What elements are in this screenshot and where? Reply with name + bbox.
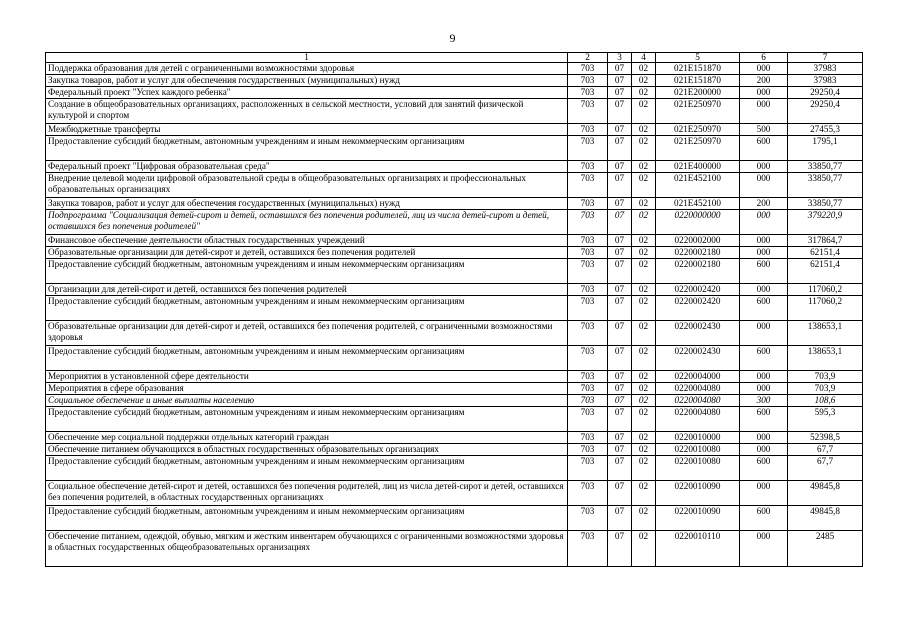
subsection-code-cell: 07 — [608, 383, 632, 395]
expense-type-cell: 000 — [740, 321, 788, 346]
row-name-cell: Предоставление субсидий бюджетным, автономным учреждениям и иным некоммерческим организациям — [46, 456, 568, 481]
row-name-cell: Социальное обеспечение детей-сирот и детей, оставшихся без попечения родителей, лиц из числа детей-сирот и детей, оставшихся без попечения родителей, в областных государственных организациях — [46, 481, 568, 506]
table-row — [46, 161, 863, 173]
page-number: 9 — [449, 31, 456, 45]
row-name-cell: Закупка товаров, работ и услуг для обеспечения государственных (муниципальных) нужд — [46, 198, 568, 210]
target-article-cell: 021E250970 — [656, 124, 740, 136]
table-row — [46, 259, 863, 284]
subsection-code-cell: 07 — [608, 506, 632, 531]
subsection-code-cell: 07 — [608, 321, 632, 346]
amount-cell: 33850,77 — [788, 161, 863, 173]
amount-cell: 52398,5 — [788, 432, 863, 444]
row-name-cell: Обеспечение питанием, одеждой, обувью, мягким и жестким инвентарем обучающихся с ограниченными возможностями здоровья в областных государственных общеобразовательных организациях — [46, 531, 568, 567]
amount-cell: 49845,8 — [788, 481, 863, 506]
subsection-code-cell: 02 — [632, 198, 656, 210]
subsection-code-cell: 07 — [608, 371, 632, 383]
table-row — [46, 63, 863, 75]
amount-cell: 317864,7 — [788, 235, 863, 247]
target-article-cell: 021E151870 — [656, 63, 740, 75]
expense-type-cell: 000 — [740, 210, 788, 235]
expense-type-cell: 600 — [740, 506, 788, 531]
section-code-cell: 703 — [568, 531, 608, 567]
amount-cell: 2485 — [788, 531, 863, 567]
subsection-code-cell: 02 — [632, 456, 656, 481]
subsection-code-cell: 07 — [608, 444, 632, 456]
subsection-code-cell: 02 — [632, 235, 656, 247]
amount-cell: 29250,4 — [788, 87, 863, 99]
amount-cell: 138653,1 — [788, 321, 863, 346]
subsection-code-cell: 02 — [632, 383, 656, 395]
table-row — [46, 395, 863, 407]
table-row — [46, 136, 863, 161]
subsection-code-cell: 02 — [632, 63, 656, 75]
section-code-cell: 703 — [568, 481, 608, 506]
amount-cell: 595,3 — [788, 407, 863, 432]
expense-type-cell: 600 — [740, 259, 788, 284]
subsection-code-cell: 07 — [608, 198, 632, 210]
section-code-cell: 703 — [568, 259, 608, 284]
subsection-code-cell: 02 — [632, 210, 656, 235]
row-name-cell: Подпрограмма "Социализация детей-сирот и детей, оставшихся без попечения родителей, лиц из числа детей-сирот и детей, оставшихся без попечения родителей" — [46, 210, 568, 235]
subsection-code-cell: 02 — [632, 407, 656, 432]
row-name-cell: Предоставление субсидий бюджетным, автономным учреждениям и иным некоммерческим организациям — [46, 296, 568, 321]
subsection-code-cell: 07 — [608, 296, 632, 321]
expense-type-cell: 600 — [740, 296, 788, 321]
table-row — [46, 383, 863, 395]
row-name-cell: Федеральный проект "Цифровая образовательная среда" — [46, 161, 568, 173]
subsection-code-cell: 07 — [608, 136, 632, 161]
target-article-cell: 0220002180 — [656, 247, 740, 259]
row-name-cell: Межбюджетные трансферты — [46, 124, 568, 136]
target-article-cell: 0220010080 — [656, 444, 740, 456]
table-row — [46, 346, 863, 371]
column-header: 2 — [568, 53, 608, 63]
target-article-cell: 0220010110 — [656, 531, 740, 567]
amount-cell: 33850,77 — [788, 173, 863, 198]
expense-type-cell: 600 — [740, 346, 788, 371]
subsection-code-cell: 07 — [608, 161, 632, 173]
target-article-cell: 0220002420 — [656, 296, 740, 321]
subsection-code-cell: 07 — [608, 63, 632, 75]
target-article-cell: 0220002180 — [656, 259, 740, 284]
table-row — [46, 124, 863, 136]
subsection-code-cell: 02 — [632, 99, 656, 124]
subsection-code-cell: 02 — [632, 247, 656, 259]
row-name-cell: Обеспечение мер социальной поддержки отдельных категорий граждан — [46, 432, 568, 444]
section-code-cell: 703 — [568, 346, 608, 371]
subsection-code-cell: 07 — [608, 173, 632, 198]
target-article-cell: 0220010090 — [656, 506, 740, 531]
subsection-code-cell: 02 — [632, 296, 656, 321]
section-code-cell: 703 — [568, 198, 608, 210]
amount-cell: 49845,8 — [788, 506, 863, 531]
table-row — [46, 235, 863, 247]
table-row — [46, 198, 863, 210]
table-row — [46, 321, 863, 346]
subsection-code-cell: 07 — [608, 99, 632, 124]
expense-type-cell: 000 — [740, 173, 788, 198]
row-name-cell: Обеспечение питанием обучающихся в областных государственных образовательных организациях — [46, 444, 568, 456]
subsection-code-cell: 02 — [632, 259, 656, 284]
row-name-cell: Образовательные организации для детей-сирот и детей, оставшихся без попечения родителей, с ограниченными возможностями здоровья — [46, 321, 568, 346]
section-code-cell: 703 — [568, 124, 608, 136]
subsection-code-cell: 02 — [632, 173, 656, 198]
expense-type-cell: 600 — [740, 136, 788, 161]
amount-cell: 703,9 — [788, 383, 863, 395]
target-article-cell: 021E452100 — [656, 198, 740, 210]
section-code-cell: 703 — [568, 371, 608, 383]
table-row — [46, 87, 863, 99]
subsection-code-cell: 07 — [608, 124, 632, 136]
section-code-cell: 703 — [568, 383, 608, 395]
expense-type-cell: 000 — [740, 481, 788, 506]
section-code-cell: 703 — [568, 432, 608, 444]
table-row — [46, 247, 863, 259]
section-code-cell: 703 — [568, 407, 608, 432]
table-row — [46, 444, 863, 456]
section-code-cell: 703 — [568, 395, 608, 407]
section-code-cell: 703 — [568, 63, 608, 75]
row-name-cell: Предоставление субсидий бюджетным, автономным учреждениям и иным некоммерческим организациям — [46, 346, 568, 371]
section-code-cell: 703 — [568, 296, 608, 321]
row-name-cell: Предоставление субсидий бюджетным, автономным учреждениям и иным некоммерческим организациям — [46, 506, 568, 531]
target-article-cell: 0220002000 — [656, 235, 740, 247]
expense-type-cell: 200 — [740, 75, 788, 87]
amount-cell: 67,7 — [788, 444, 863, 456]
subsection-code-cell: 02 — [632, 75, 656, 87]
subsection-code-cell: 02 — [632, 321, 656, 346]
table-row — [46, 407, 863, 432]
table-row — [46, 210, 863, 235]
expense-type-cell: 000 — [740, 235, 788, 247]
subsection-code-cell: 02 — [632, 346, 656, 371]
amount-cell: 1795,1 — [788, 136, 863, 161]
row-name-cell: Мероприятия в установленной сфере деятельности — [46, 371, 568, 383]
subsection-code-cell: 02 — [632, 371, 656, 383]
row-name-cell: Закупка товаров, работ и услуг для обеспечения государственных (муниципальных) нужд — [46, 75, 568, 87]
target-article-cell: 0220002430 — [656, 321, 740, 346]
target-article-cell: 0220010000 — [656, 432, 740, 444]
subsection-code-cell: 02 — [632, 161, 656, 173]
amount-cell: 37983 — [788, 75, 863, 87]
expense-type-cell: 600 — [740, 407, 788, 432]
column-header: 1 — [46, 53, 568, 63]
row-name-cell: Предоставление субсидий бюджетным, автономным учреждениям и иным некоммерческим организациям — [46, 407, 568, 432]
subsection-code-cell: 07 — [608, 284, 632, 296]
section-code-cell: 703 — [568, 75, 608, 87]
subsection-code-cell: 07 — [608, 456, 632, 481]
column-header: 6 — [740, 53, 788, 63]
amount-cell: 379220,9 — [788, 210, 863, 235]
amount-cell: 67,7 — [788, 456, 863, 481]
budget-table — [45, 52, 863, 567]
row-name-cell: Внедрение целевой модели цифровой образовательной среды в общеобразовательных организациях и профессиональных образовательных организациях — [46, 173, 568, 198]
section-code-cell: 703 — [568, 235, 608, 247]
expense-type-cell: 000 — [740, 432, 788, 444]
subsection-code-cell: 07 — [608, 75, 632, 87]
subsection-code-cell: 02 — [632, 432, 656, 444]
section-code-cell: 703 — [568, 247, 608, 259]
amount-cell: 703,9 — [788, 371, 863, 383]
expense-type-cell: 000 — [740, 531, 788, 567]
expense-type-cell: 500 — [740, 124, 788, 136]
column-header: 5 — [656, 53, 740, 63]
subsection-code-cell: 02 — [632, 136, 656, 161]
section-code-cell: 703 — [568, 284, 608, 296]
target-article-cell: 021E250970 — [656, 99, 740, 124]
row-name-cell: Социальное обеспечение и иные выплаты населению — [46, 395, 568, 407]
subsection-code-cell: 02 — [632, 395, 656, 407]
target-article-cell: 0220004080 — [656, 407, 740, 432]
expense-type-cell: 000 — [740, 371, 788, 383]
subsection-code-cell: 02 — [632, 284, 656, 296]
subsection-code-cell: 02 — [632, 481, 656, 506]
expense-type-cell: 000 — [740, 444, 788, 456]
section-code-cell: 703 — [568, 444, 608, 456]
column-header: 3 — [608, 53, 632, 63]
subsection-code-cell: 07 — [608, 531, 632, 567]
target-article-cell: 021E200000 — [656, 87, 740, 99]
subsection-code-cell: 02 — [632, 87, 656, 99]
subsection-code-cell: 02 — [632, 506, 656, 531]
subsection-code-cell: 02 — [632, 124, 656, 136]
target-article-cell: 0220010080 — [656, 456, 740, 481]
target-article-cell: 0220010090 — [656, 481, 740, 506]
section-code-cell: 703 — [568, 321, 608, 346]
row-name-cell: Федеральный проект "Успех каждого ребенка" — [46, 87, 568, 99]
target-article-cell: 021E250970 — [656, 136, 740, 161]
amount-cell: 62151,4 — [788, 259, 863, 284]
subsection-code-cell: 07 — [608, 210, 632, 235]
row-name-cell: Предоставление субсидий бюджетным, автономным учреждениям и иным некоммерческим организациям — [46, 136, 568, 161]
amount-cell: 117060,2 — [788, 284, 863, 296]
column-header: 4 — [632, 53, 656, 63]
target-article-cell: 021E400000 — [656, 161, 740, 173]
table-row — [46, 481, 863, 506]
table-row — [46, 456, 863, 481]
column-header: 7 — [788, 53, 863, 63]
expense-type-cell: 000 — [740, 161, 788, 173]
section-code-cell: 703 — [568, 456, 608, 481]
subsection-code-cell: 07 — [608, 346, 632, 371]
amount-cell: 37983 — [788, 63, 863, 75]
subsection-code-cell: 07 — [608, 87, 632, 99]
expense-type-cell: 300 — [740, 395, 788, 407]
target-article-cell: 0220004080 — [656, 395, 740, 407]
amount-cell: 117060,2 — [788, 296, 863, 321]
target-article-cell: 0220002420 — [656, 284, 740, 296]
table-row — [46, 296, 863, 321]
table-row — [46, 432, 863, 444]
row-name-cell: Создание в общеобразовательных организациях, расположенных в сельской местности, условий для занятий физической культурой и спортом — [46, 99, 568, 124]
row-name-cell: Образовательные организации для детей-сирот и детей, оставшихся без попечения родителей — [46, 247, 568, 259]
table-row — [46, 75, 863, 87]
target-article-cell: 0220000000 — [656, 210, 740, 235]
subsection-code-cell: 07 — [608, 395, 632, 407]
section-code-cell: 703 — [568, 136, 608, 161]
amount-cell: 33850,77 — [788, 198, 863, 210]
amount-cell: 62151,4 — [788, 247, 863, 259]
subsection-code-cell: 07 — [608, 481, 632, 506]
amount-cell: 138653,1 — [788, 346, 863, 371]
subsection-code-cell: 02 — [632, 531, 656, 567]
subsection-code-cell: 07 — [608, 235, 632, 247]
table-row — [46, 284, 863, 296]
expense-type-cell: 000 — [740, 99, 788, 124]
expense-type-cell: 000 — [740, 87, 788, 99]
row-name-cell: Организации для детей-сирот и детей, оставшихся без попечения родителей — [46, 284, 568, 296]
table-row — [46, 506, 863, 531]
expense-type-cell: 000 — [740, 383, 788, 395]
target-article-cell: 0220004080 — [656, 383, 740, 395]
row-name-cell: Предоставление субсидий бюджетным, автономным учреждениям и иным некоммерческим организациям — [46, 259, 568, 284]
subsection-code-cell: 07 — [608, 432, 632, 444]
section-code-cell: 703 — [568, 87, 608, 99]
amount-cell: 29250,4 — [788, 99, 863, 124]
expense-type-cell: 000 — [740, 284, 788, 296]
amount-cell: 27455,3 — [788, 124, 863, 136]
section-code-cell: 703 — [568, 99, 608, 124]
table-header-row — [46, 53, 863, 63]
table-row — [46, 173, 863, 198]
expense-type-cell: 600 — [740, 456, 788, 481]
row-name-cell: Финансовое обеспечение деятельности областных государственных учреждений — [46, 235, 568, 247]
table-row — [46, 371, 863, 383]
subsection-code-cell: 07 — [608, 407, 632, 432]
section-code-cell: 703 — [568, 210, 608, 235]
section-code-cell: 703 — [568, 506, 608, 531]
target-article-cell: 0220002430 — [656, 346, 740, 371]
table-row — [46, 99, 863, 124]
subsection-code-cell: 07 — [608, 259, 632, 284]
section-code-cell: 703 — [568, 173, 608, 198]
amount-cell: 108,6 — [788, 395, 863, 407]
target-article-cell: 0220004000 — [656, 371, 740, 383]
target-article-cell: 021E452100 — [656, 173, 740, 198]
target-article-cell: 021E151870 — [656, 75, 740, 87]
subsection-code-cell: 07 — [608, 247, 632, 259]
row-name-cell: Поддержка образования для детей с ограниченными возможностями здоровья — [46, 63, 568, 75]
expense-type-cell: 000 — [740, 247, 788, 259]
expense-type-cell: 000 — [740, 63, 788, 75]
subsection-code-cell: 02 — [632, 444, 656, 456]
expense-type-cell: 200 — [740, 198, 788, 210]
section-code-cell: 703 — [568, 161, 608, 173]
table-row — [46, 531, 863, 567]
row-name-cell: Мероприятия в сфере образования — [46, 383, 568, 395]
